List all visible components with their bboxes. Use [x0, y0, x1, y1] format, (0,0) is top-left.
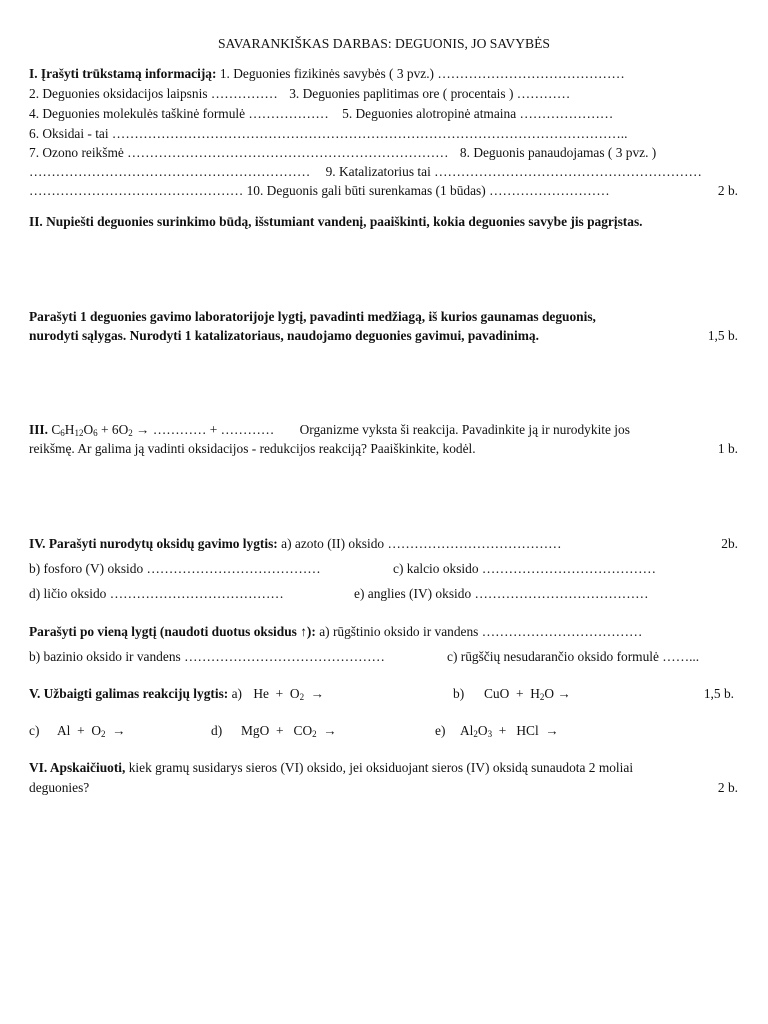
q9-catalyst: 9. Katalizatorius tai ……………………………………………………: [325, 164, 702, 179]
task-4-sub-b: b) bazinio oksido ir vandens ………………………………………: [29, 649, 385, 664]
section-4-sub-line-1: [29, 624, 739, 640]
q8-answer-blank: ………………………………………………………: [29, 164, 311, 179]
section-2-heading-line: [29, 214, 739, 230]
q10-collection-method: ………………………………………… 10. Deguonis gali būti surenkamas (1 būdas) ………………………: [29, 183, 610, 198]
section-1-points: 2 b.: [717, 183, 738, 198]
section-1-line-2: [29, 86, 739, 102]
section-4-points: 2b.: [721, 536, 738, 551]
reaction-c-label: c): [29, 723, 40, 738]
section-5-points: 1,5 b.: [703, 686, 734, 701]
section-6-line-1: [29, 760, 739, 776]
section-1-line-5: [29, 145, 739, 161]
section-3-line-2: [29, 441, 739, 457]
section-1-line-6: [29, 164, 739, 180]
q1-physical-properties: 1. Deguonies fizikinės savybės ( 3 pvz.) ……………………………………: [219, 66, 625, 81]
task-4a: a) azoto (II) oksido …………………………………: [281, 536, 562, 551]
reaction-e: $Al_2O_3$ + HCl →: [460, 723, 559, 739]
section-4-heading: IV. Parašyti nurodytų oksidų gavimo lygtis:: [29, 536, 278, 551]
task-4c: c) kalcio oksido …………………………………: [393, 561, 656, 576]
section-6-heading: VI. Apskaičiuoti,: [29, 760, 126, 775]
section-3-text-1: Organizme vyksta ši reakcija. Pavadinkite ją ir nurodykite jos: [299, 422, 630, 437]
reaction-b: CuO + $H_2O$ →: [484, 686, 571, 702]
section-6-line-2: [29, 780, 739, 796]
section-3-points: 1 b.: [717, 441, 738, 456]
q7-ozone-importance: 7. Ozono reikšmė ………………………………………………………………: [29, 145, 449, 160]
page-title: SAVARANKIŠKAS DARBAS: DEGUONIS, JO SAVYBĖS: [218, 36, 550, 51]
reaction-d: MgO + $CO_2$ →: [241, 723, 337, 739]
section-2-paragraph-line-1: [29, 309, 739, 325]
section-1-heading: I. Įrašyti trūkstamą informaciją:: [29, 66, 217, 81]
task-4b: b) fosforo (V) oksido …………………………………: [29, 561, 321, 576]
reaction-c: $Al + O_2$ →: [57, 723, 126, 739]
section-2-points: 1,5 b.: [707, 328, 738, 343]
section-2-paragraph-line-2: [29, 328, 739, 344]
section-6-points: 2 b.: [717, 780, 738, 795]
q4-dot-formula: 4. Deguonies molekulės taškinė formulė ………………: [29, 106, 329, 121]
reaction-b-label: b): [453, 686, 465, 701]
section-5-heading: V. Užbaigti galimas reakcijų lygtis:: [29, 686, 229, 701]
q8-oxygen-uses: 8. Deguonis panaudojamas ( 3 pvz. ): [459, 145, 657, 160]
reaction-e-label: e): [435, 723, 446, 738]
glucose-oxidation-equation: $C_6H_{12}O_6 + 6O_2$: [51, 422, 133, 438]
section-3-number: III.: [29, 422, 48, 437]
task-4d: d) ličio oksido …………………………………: [29, 586, 284, 601]
section-1-line-4: [29, 126, 739, 142]
q6-oxides-definition: 6. Oksidai - tai ……………………………………………………………………………………………………..: [29, 126, 628, 141]
q5-allotrope: 5. Deguonies alotropinė atmaina …………………: [342, 106, 614, 121]
task-4-sub-a: a) rūgštinio oksido ir vandens ………………………………: [319, 624, 643, 639]
q2-oxidation-state: 2. Deguonies oksidacijos laipsnis ……………: [29, 86, 278, 101]
section-3-line-1: [29, 422, 739, 438]
section-2-task-line-2: nurodyti sąlygas. Nurodyti 1 katalizatoriaus, naudojamo deguonies gavimui, pavadinimą.: [29, 328, 539, 343]
section-5-line-1: [29, 686, 739, 702]
section-3-text-2: reikšmę. Ar galima ją vadinti oksidacijos - redukcijos reakciją? Paaiškinkite, kodėl.: [29, 441, 476, 456]
section-1-line-7: [29, 183, 739, 199]
equation-blanks: → ………… + …………: [136, 422, 275, 437]
q3-abundance-in-air: 3. Deguonies paplitimas ore ( procentais ) …………: [289, 86, 571, 101]
section-4-sub-heading: Parašyti po vieną lygtį (naudoti duotus oksidus ↑):: [29, 624, 316, 639]
section-2-heading: II. Nupiešti deguonies surinkimo būdą, išstumiant vandenį, paaiškinti, kokia deguonies savybe jis pagrįstas.: [29, 214, 643, 229]
section-6-text-2: deguonies?: [29, 780, 90, 795]
section-6-text-1: kiek gramų susidarys sieros (VI) oksido, jei oksiduojant sieros (IV) oksidą sunaudota 2 moliai: [128, 760, 634, 775]
reaction-a-label: a): [231, 686, 243, 701]
task-4e: e) anglies (IV) oksido …………………………………: [354, 586, 649, 601]
section-2-task-line-1: Parašyti 1 deguonies gavimo laboratorijoje lygtį, pavadinti medžiagą, iš kurios gaunamas deguonis,: [29, 309, 596, 324]
reaction-d-label: d): [211, 723, 223, 738]
section-1-line-1: [29, 66, 739, 82]
section-4-line-1: [29, 536, 739, 552]
reaction-a: $He + O_2$ →: [253, 686, 325, 702]
section-1-line-3: [29, 106, 739, 122]
task-4-sub-c: c) rūgščių nesudarančio oksido formulė ……...: [447, 649, 700, 664]
